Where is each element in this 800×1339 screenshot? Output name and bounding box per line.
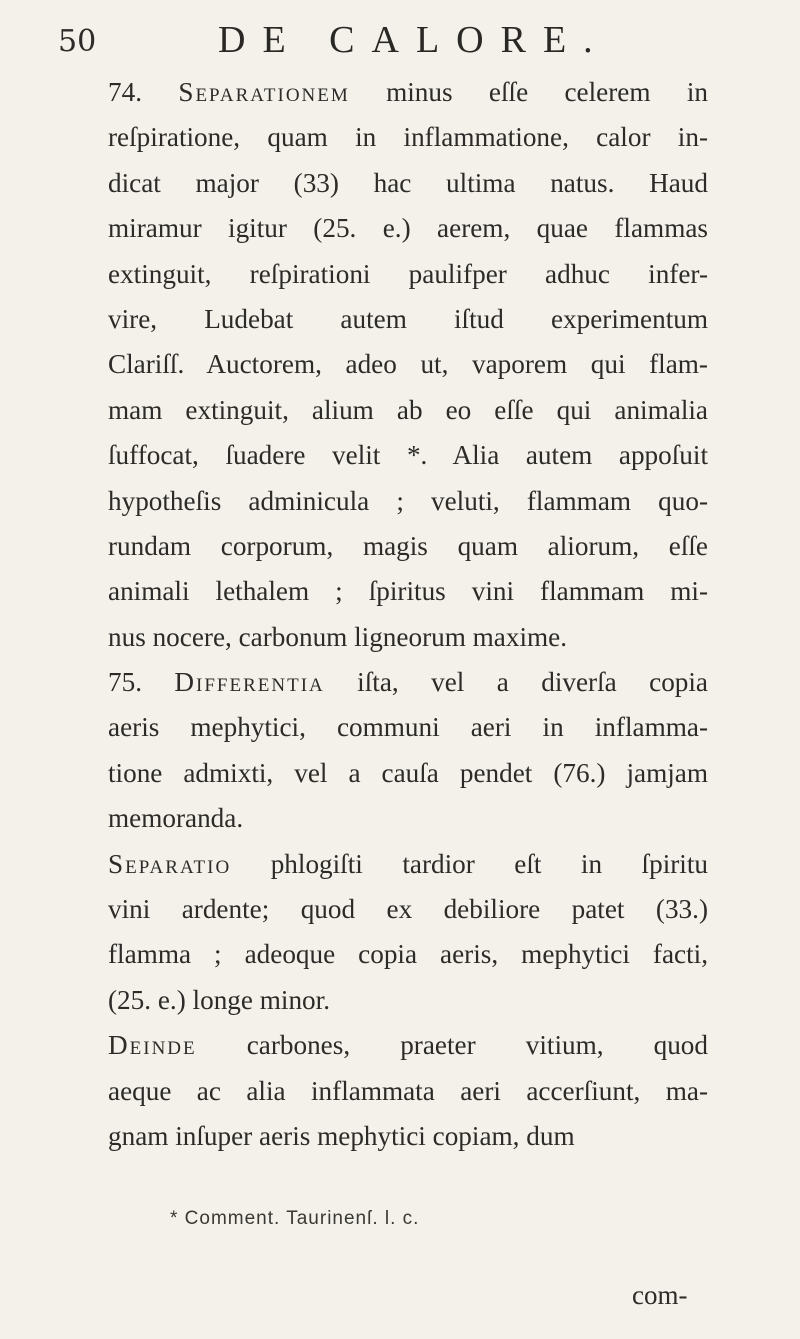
text-line xyxy=(108,1069,708,1114)
text-line xyxy=(108,751,708,796)
text-line xyxy=(108,1114,708,1159)
running-title: DE CALORE. xyxy=(218,19,610,61)
line-text: phlogiſti tardior eſt in ſpiritu xyxy=(231,848,708,879)
line-text: tione admixti, vel a cauſa pendet (76.) jamjam xyxy=(108,757,708,788)
text-line xyxy=(108,206,708,251)
lead-word: Separatio xyxy=(108,848,232,879)
text-line xyxy=(108,796,708,841)
line-text: hypotheſis adminicula ; veluti, flammam quo- xyxy=(108,485,708,516)
line-text: miramur igitur (25. e.) aerem, quae flammas xyxy=(108,213,708,244)
line-text: vire, Ludebat autem iſtud experimentum xyxy=(108,303,708,334)
text-line xyxy=(108,433,708,478)
line-text: memoranda. xyxy=(108,803,244,834)
text-line xyxy=(108,388,708,433)
text-line xyxy=(108,342,708,387)
paragraph xyxy=(108,660,708,842)
catchword: com- xyxy=(632,1280,688,1310)
line-text: Clariſſ. Auctorem, adeo ut, vaporem qui flam- xyxy=(108,349,708,380)
text-line xyxy=(108,297,708,342)
lead-word: Deinde xyxy=(108,1030,197,1061)
text-line xyxy=(108,252,708,297)
line-text: aeque ac alia inflammata aeri accerſiunt, ma- xyxy=(108,1075,708,1106)
text-line xyxy=(108,115,708,160)
paragraph xyxy=(108,70,708,660)
page-number: 50 xyxy=(58,24,97,59)
text-line xyxy=(108,705,708,750)
text-line xyxy=(108,842,708,887)
line-text: rundam corporum, magis quam aliorum, eſſe xyxy=(108,530,708,561)
line-text: flamma ; adeoque copia aeris, mephytici facti, xyxy=(108,939,708,970)
section-number: 75. xyxy=(108,667,175,698)
page-header xyxy=(58,18,758,68)
line-text: (25. e.) longe minor. xyxy=(108,984,330,1015)
text-line xyxy=(108,1023,708,1068)
section-number: 74. xyxy=(108,77,179,107)
lead-word: Differentia xyxy=(174,667,325,698)
lead-word: Separationem xyxy=(178,77,350,107)
text-line xyxy=(108,161,708,206)
line-text: ſuffocat, ſuadere velit *. Alia autem appoſuit xyxy=(108,440,708,471)
line-text: carbones, praeter vitium, quod xyxy=(196,1030,708,1061)
line-text: vini ardente; quod ex debiliore patet (33.) xyxy=(108,894,708,925)
line-text: mam extinguit, alium ab eo eſſe qui animalia xyxy=(108,394,708,425)
line-text: extinguit, reſpirationi paulifper adhuc infer- xyxy=(108,258,708,289)
line-text: nus nocere, carbonum ligneorum maxime. xyxy=(108,621,568,652)
text-line xyxy=(108,887,708,932)
paragraph xyxy=(108,1023,708,1159)
line-text: reſpiratione, quam in inflammatione, calor in- xyxy=(108,122,708,153)
text-line xyxy=(108,615,708,660)
text-line xyxy=(108,479,708,524)
line-text: aeris mephytici, communi aeri in inflamma- xyxy=(108,712,708,743)
paragraph xyxy=(108,842,708,1024)
line-text: dicat major (33) hac ultima natus. Haud xyxy=(108,167,708,198)
line-text: animali lethalem ; ſpiritus vini flammam mi- xyxy=(108,576,708,607)
text-line xyxy=(108,70,708,115)
text-line xyxy=(108,569,708,614)
text-line xyxy=(108,524,708,569)
footnote: * Comment. Taurinenſ. l. c. xyxy=(170,1208,420,1229)
body-text xyxy=(108,70,708,1159)
text-line xyxy=(108,660,708,705)
text-line xyxy=(108,978,708,1023)
line-text: minus eſſe celerem in xyxy=(349,77,708,107)
line-text: iſta, vel a diverſa copia xyxy=(324,667,708,698)
line-text: gnam inſuper aeris mephytici copiam, dum xyxy=(108,1120,575,1151)
text-line xyxy=(108,932,708,977)
